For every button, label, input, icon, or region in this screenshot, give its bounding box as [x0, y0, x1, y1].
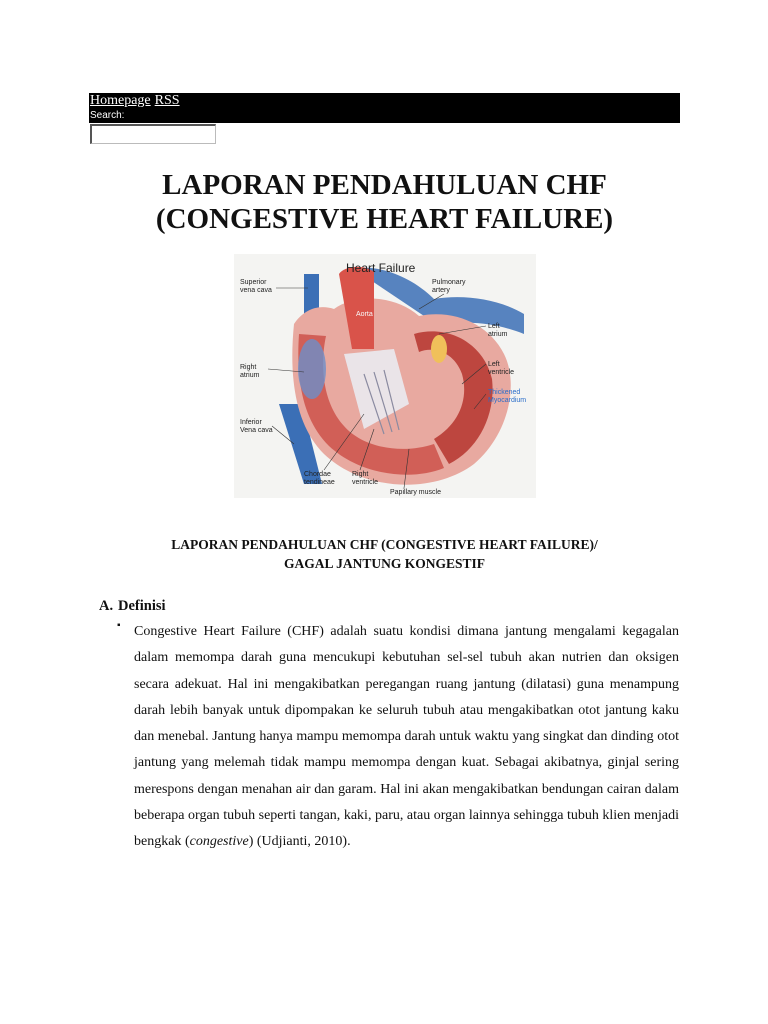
rss-link[interactable]: RSS: [154, 93, 180, 108]
label-chordae-2: tendineae: [304, 479, 335, 486]
section-heading-definisi: [99, 598, 166, 615]
label-inferior-vena-cava-1: Inferior: [240, 419, 262, 426]
title-line-1: LAPORAN PENDAHULUAN CHF: [162, 169, 607, 201]
search-label: Search:: [90, 110, 125, 121]
page-title: [89, 168, 680, 236]
label-aorta: Aorta: [356, 311, 373, 318]
document-subtitle: [89, 535, 680, 573]
title-line-2: (CONGESTIVE HEART FAILURE): [155, 203, 614, 235]
label-left-ventricle-1: Left: [488, 361, 500, 368]
valve-shape: [431, 335, 447, 363]
label-left-atrium-1: Left: [488, 323, 500, 330]
label-papillary-muscle: Papillary muscle: [390, 489, 441, 496]
heart-failure-diagram: [234, 254, 536, 498]
top-navigation-bar: [89, 93, 680, 123]
label-left-ventricle-2: ventricle: [488, 369, 515, 376]
section-title: Definisi: [118, 598, 166, 614]
paragraph-open-paren: (: [181, 834, 190, 850]
nav-links: [90, 93, 184, 109]
homepage-link[interactable]: Homepage: [90, 93, 151, 108]
label-thickened-1: Thickened: [488, 389, 521, 396]
paragraph-italic-term: congestive: [189, 834, 249, 850]
figure-title: Heart Failure: [346, 261, 416, 275]
label-left-atrium-2: atrium: [488, 331, 508, 338]
label-pulmonary-artery-1: Pulmonary: [432, 279, 466, 286]
paragraph-citation: ) (Udjianti, 2010).: [248, 834, 351, 850]
label-right-ventricle-1: Right: [352, 471, 369, 478]
subtitle-line-2: GAGAL JANTUNG KONGESTIF: [283, 556, 486, 571]
label-right-atrium-2: atrium: [240, 372, 260, 379]
definition-paragraph: [134, 619, 679, 856]
label-inferior-vena-cava-2: Vena cava: [240, 427, 273, 434]
label-superior-vena-cava-1: Superior: [240, 279, 267, 286]
bullet-marker: ▪: [117, 620, 121, 631]
label-pulmonary-artery-2: artery: [432, 287, 450, 294]
label-chordae-1: Chordae: [304, 471, 331, 478]
search-input[interactable]: [90, 124, 216, 144]
label-right-atrium-1: Right: [240, 364, 257, 371]
paragraph-text: Congestive Heart Failure (CHF) adalah suatu kondisi dimana jantung mengalami kegagalan dalam memompa darah guna mencukupi kebutuhan sel-sel tubuh akan nutrien dan oksigen secara adekuat. Hal ini mengakibatkan peregangan ruang jantung (dilatasi) guna menampung darah lebih banyak untuk dipompakan ke seluruh tubuh atau mengakibatkan otot jantung kaku dan menebal. Jantung hanya mampu memompa darah untuk waktu yang singkat dan dinding otot jantung yang melemah tidak mampu memompa dengan kuat. Sebagai akibatnya, ginjal sering merespons dengan menahan air dan garam. Hal ini akan mengakibatkan bendungan cairan dalam beberapa organ tubuh seperti tangan, kaki, paru, atau organ lainnya sehingga tubuh klien menjadi bengkak: [134, 624, 679, 850]
subtitle-line-1: LAPORAN PENDAHULUAN CHF (CONGESTIVE HEART FAILURE)/: [171, 537, 598, 552]
label-right-ventricle-2: ventricle: [352, 479, 379, 486]
section-letter: A.: [99, 598, 114, 614]
label-thickened-2: Myocardium: [488, 397, 527, 404]
label-superior-vena-cava-2: vena cava: [240, 287, 272, 294]
right-atrium-shape: [298, 339, 326, 399]
